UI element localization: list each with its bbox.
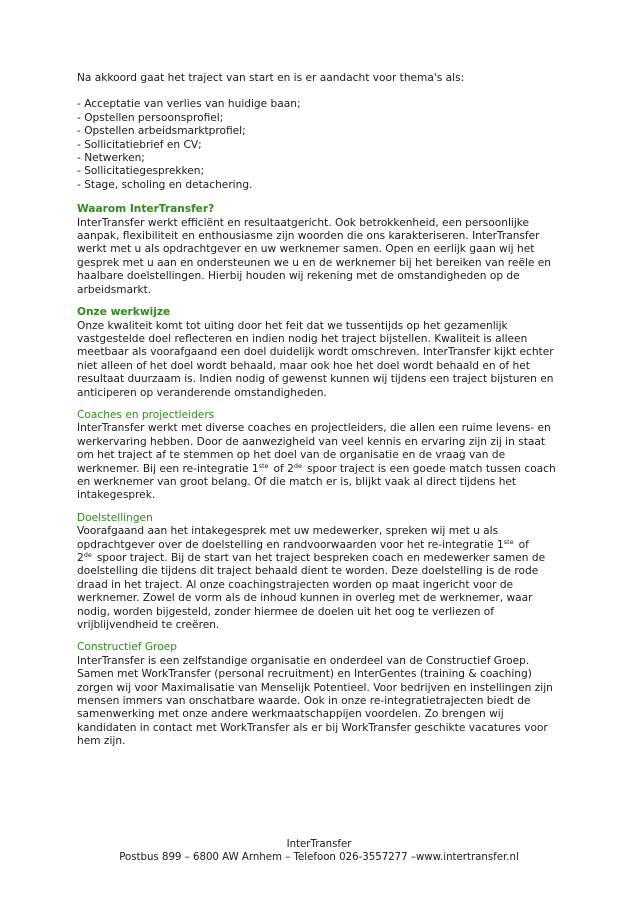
section-coaches [77,409,565,503]
section-groep [77,641,565,748]
intro-text: Na akkoord gaat het traject van start en is er aandacht voor thema's als: [77,72,465,84]
superscript: de [83,551,92,559]
text-part: InterTransfer werkt met diverse coaches en projectleiders, die allen een ruime levens- en werkervaring hebben. Door de aanwezigheid van veel kennis en ervaring zijn zij in staat om het traject af te stemmen op het doel van de organisatie en de vraag van de werknemer. Bij een re-integratie 1 [77,422,551,475]
section-heading: Waarom InterTransfer? [77,203,215,216]
section-werkwijze [77,306,565,400]
footer-company: InterTransfer [286,839,352,850]
section-text: InterTransfer is een zelfstandige organisatie en onderdeel van de Constructief Groep. Samen met WorkTransfer (personal recruitment) en InterGentes (training & coaching) zorgen wij voor Maximalisatie van Menselijk Potentieel. Voor bedrijven en instellingen zijn mensen immers van onschatbare waarde. Ook in onze re-integratietrajecten biedt de samenwerking met onze andere werkmaatschappijen voordelen. Zo brengen wij kandidaten in contact met WorkTransfer als er bij WorkTransfer geschikte vacatures voor hem zijn. [77,654,553,748]
text-part: spoor traject. Bij de start van het traject bespreken coach en medewerker samen de doelstelling die tijdens dit traject behaald dient te worden. Deze doelstelling is de rode draad in het traject. Al onze coachingstrajecten worden op maat ingericht voor de werknemer. Zowel de vorm als de inhoud kunnen in overleg met de werknemer, waar nodig, worden bijgesteld, zonder hiermee de doelen uit het oog te verliezen of vrijblijvendheid te creëren. [77,552,546,632]
themes-list [77,98,565,192]
section-doelstellingen [77,512,565,633]
list-item: - Stage, scholing en detachering. [77,178,253,191]
list-item: - Opstellen persoonsprofiel; [77,111,224,124]
list-item: - Sollicitatiebrief en CV; [77,138,202,151]
superscript: ste [503,537,514,546]
section-waarom [77,203,565,297]
list-item: - Opstellen arbeidsmarktprofiel; [77,125,246,138]
text-part: spoor traject is een goede match tussen coach en werknemer van groot belang. Of die match er is, blijkt vaak al direct tijdens het intakegesprek. [77,462,556,502]
superscript: ste [258,461,269,470]
text-part: of 2 [77,538,529,564]
text-part: of 2 [273,462,294,475]
section-heading: Constructief Groep [77,641,177,654]
section-heading: Onze werkwijze [77,306,171,319]
superscript: de [293,461,302,470]
list-item: - Sollicitatiegesprekken; [77,165,205,178]
section-text: InterTransfer werkt efficiënt en resultaatgericht. Ook betrokkenheid, een persoonlijke aanpak, flexibiliteit en enthousiasme zijn woorden die ons karakteriseren. InterTransfer werkt met u als opdrachtgever en uw werknemer samen. Open en eerlijk gaan wij het gesprek met u aan en ondersteunen we u en de werknemer bij het bereiken van reële en haalbare doelstellingen. Hierbij houden wij rekening met de omstandigheden op de arbeidsmarkt. [77,216,552,296]
text-part: Voorafgaand aan het intakegesprek met uw medewerker, spreken wij met u als opdrachtgever over de doelstelling en randvoorwaarden voor het re-integratie 1 [77,525,504,551]
page-footer [0,838,638,864]
list-item: - Acceptatie van verlies van huidige baan; [77,98,301,111]
document-body [77,72,565,758]
section-text [77,525,565,632]
section-heading: Coaches en projectleiders [77,408,215,421]
list-item: - Netwerken; [77,152,145,165]
section-text: Onze kwaliteit komt tot uiting door het feit dat we tussentijds op het gezamenlijk vastgestelde doel reflecteren en indien nodig het traject bijstellen. Kwaliteit is alleen meetbaar als voorafgaand een doel duidelijk wordt omschreven. InterTransfer kijkt echter niet alleen of het doel wordt behaald, maar ook hoe het doel wordt behaald en of het resultaat duurzaam is. Indien nodig of gewenst kunnen wij tijdens een traject bijsturen en anticiperen op veranderende omstandigheden. [77,319,554,399]
footer-address: Postbus 899 – 6800 AW Arnhem – Telefoon 026-3557277 –www.intertransfer.nl [119,852,519,863]
section-heading: Doelstellingen [77,511,153,524]
section-text [77,422,565,502]
